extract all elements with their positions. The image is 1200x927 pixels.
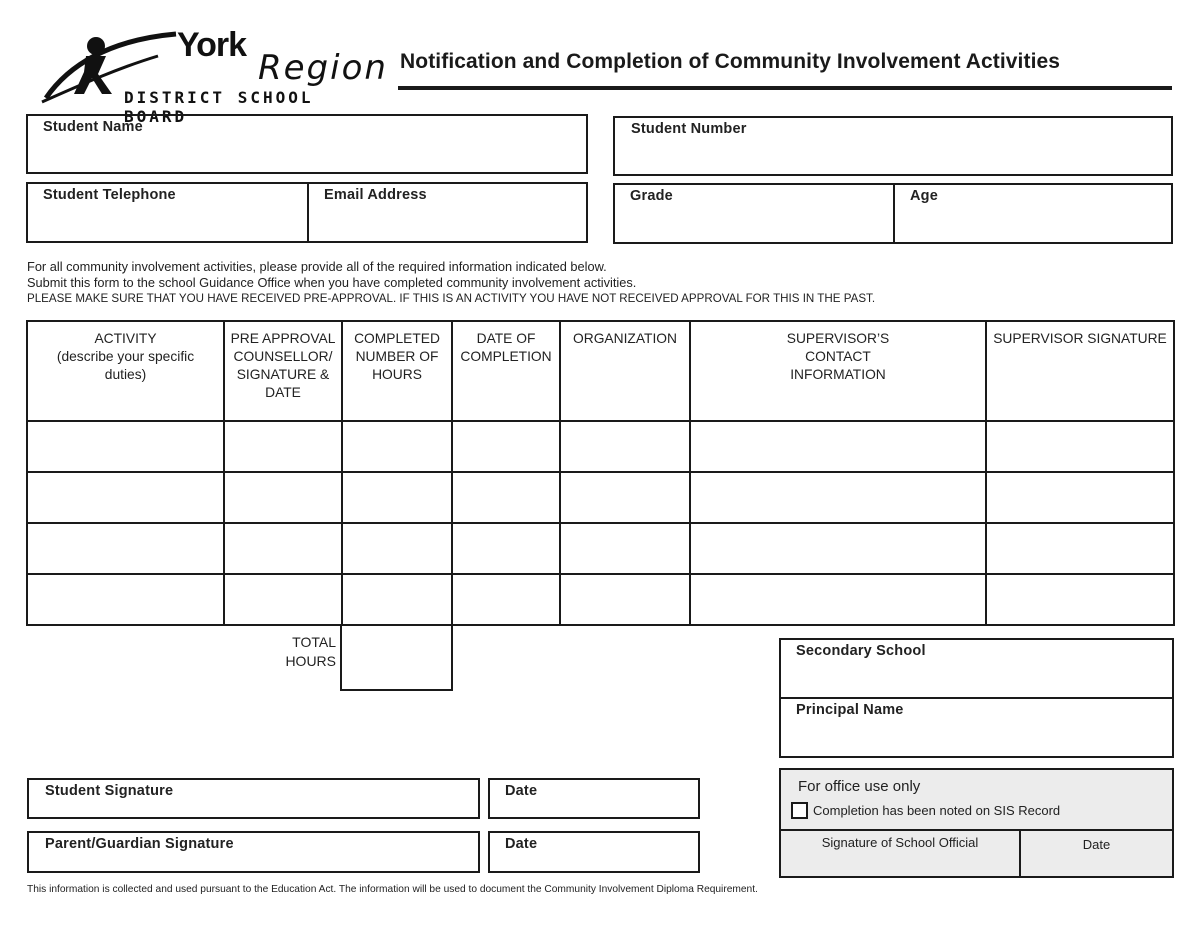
table-row xyxy=(27,472,1174,523)
office-use-title: For office use only xyxy=(798,778,921,795)
sis-record-checkbox[interactable] xyxy=(791,802,808,819)
table-cell[interactable] xyxy=(452,574,560,625)
student-signature-field[interactable] xyxy=(27,778,480,819)
date-label: Date xyxy=(505,836,538,852)
table-cell[interactable] xyxy=(690,574,986,625)
table-cell[interactable] xyxy=(560,523,690,574)
table-cell[interactable] xyxy=(452,523,560,574)
table-row xyxy=(27,574,1174,625)
date-label: Date xyxy=(505,783,538,799)
header-line: DATE xyxy=(265,385,301,400)
title-underline xyxy=(398,86,1172,90)
table-cell[interactable] xyxy=(986,523,1174,574)
table-header-row xyxy=(27,321,1174,421)
table-cell[interactable] xyxy=(27,574,224,625)
table-cell[interactable] xyxy=(27,472,224,523)
instruction-line: Submit this form to the school Guidance Office when you have completed community involvement activities. xyxy=(27,275,637,290)
header-line: PRE APPROVAL xyxy=(230,331,336,346)
table-cell[interactable] xyxy=(342,574,452,625)
header-line: HOURS xyxy=(372,367,422,382)
principal-name-label: Principal Name xyxy=(796,702,904,718)
table-cell[interactable] xyxy=(27,421,224,472)
table-cell[interactable] xyxy=(560,472,690,523)
table-cell[interactable] xyxy=(560,421,690,472)
header-line: SIGNATURE & xyxy=(236,367,330,382)
york-region-logo xyxy=(38,26,388,126)
age-field[interactable] xyxy=(893,183,1173,244)
parent-signature-field[interactable] xyxy=(27,831,480,873)
table-cell[interactable] xyxy=(986,472,1174,523)
table-cell[interactable] xyxy=(560,574,690,625)
table-cell[interactable] xyxy=(342,523,452,574)
table-cell[interactable] xyxy=(452,472,560,523)
logo-york-text: York xyxy=(177,26,247,64)
table-cell[interactable] xyxy=(224,574,342,625)
total-label-line: HOURS xyxy=(285,653,336,669)
table-cell[interactable] xyxy=(986,421,1174,472)
col-header-activity xyxy=(27,321,224,421)
email-address-field[interactable] xyxy=(307,182,588,243)
office-date-label: Date xyxy=(1082,837,1111,852)
secondary-school-label: Secondary School xyxy=(796,643,926,659)
table-row xyxy=(27,523,1174,574)
header-line: COMPLETION xyxy=(460,349,552,364)
grade-label: Grade xyxy=(630,188,673,204)
table-cell[interactable] xyxy=(690,523,986,574)
activity-table xyxy=(26,320,1175,626)
header-line: CONTACT xyxy=(805,349,871,364)
parent-date-field[interactable] xyxy=(488,831,700,873)
form-title: Notification and Completion of Community Involvement Activities xyxy=(400,50,1061,73)
table-cell[interactable] xyxy=(224,421,342,472)
student-name-label: Student Name xyxy=(43,119,143,135)
sis-record-label: Completion has been noted on SIS Record xyxy=(813,803,1061,818)
header-line: INFORMATION xyxy=(790,367,886,382)
header-line: COMPLETED xyxy=(354,331,440,346)
col-header-organization xyxy=(560,321,690,421)
email-address-label: Email Address xyxy=(324,187,427,203)
header-line: SUPERVISOR’S xyxy=(786,331,890,346)
header-line: duties) xyxy=(104,367,147,382)
table-row xyxy=(27,421,1174,472)
student-number-label: Student Number xyxy=(631,121,747,137)
header-line: NUMBER OF xyxy=(355,349,439,364)
table-cell[interactable] xyxy=(27,523,224,574)
grade-field[interactable] xyxy=(613,183,893,244)
table-cell[interactable] xyxy=(342,472,452,523)
table-cell[interactable] xyxy=(690,472,986,523)
table-cell[interactable] xyxy=(986,574,1174,625)
footer-note: This information is collected and used pursuant to the Education Act. The information will be used to document the Community Involvement Diploma Requirement. xyxy=(27,884,758,895)
col-header-supervisor-signature xyxy=(986,321,1174,421)
logo-board-text: DISTRICT SCHOOL BOARD xyxy=(124,88,314,126)
header-line: DATE OF xyxy=(476,331,536,346)
col-header-completed-hours xyxy=(342,321,452,421)
total-label-line: TOTAL xyxy=(292,634,336,650)
header-line: COUNSELLOR/ xyxy=(233,349,333,364)
student-number-field[interactable] xyxy=(613,116,1173,176)
principal-name-field[interactable] xyxy=(779,697,1174,758)
parent-signature-label: Parent/Guardian Signature xyxy=(45,836,234,852)
col-header-pre-approval xyxy=(224,321,342,421)
student-telephone-label: Student Telephone xyxy=(43,187,176,203)
total-hours-field[interactable] xyxy=(340,624,453,691)
student-date-field[interactable] xyxy=(488,778,700,819)
office-use-box xyxy=(779,768,1174,878)
header-line: (describe your specific xyxy=(56,349,195,364)
table-cell[interactable] xyxy=(224,472,342,523)
header-line: ACTIVITY xyxy=(94,331,157,346)
table-cell[interactable] xyxy=(452,421,560,472)
col-header-supervisor-contact xyxy=(690,321,986,421)
total-hours-label xyxy=(262,633,336,671)
school-official-signature-field[interactable] xyxy=(781,831,1021,876)
office-signature-row xyxy=(781,829,1172,876)
secondary-school-field[interactable] xyxy=(779,638,1174,699)
age-label: Age xyxy=(910,188,938,204)
student-signature-label: Student Signature xyxy=(45,783,174,799)
school-official-signature-label: Signature of School Official xyxy=(821,835,979,850)
table-cell[interactable] xyxy=(690,421,986,472)
student-name-field[interactable] xyxy=(26,114,588,174)
student-telephone-field[interactable] xyxy=(26,182,307,243)
table-cell[interactable] xyxy=(342,421,452,472)
logo-region-text: Region xyxy=(258,48,388,88)
table-cell[interactable] xyxy=(224,523,342,574)
instructions xyxy=(27,259,875,307)
col-header-date-completion xyxy=(452,321,560,421)
instruction-line: For all community involvement activities, please provide all of the required information indicated below. xyxy=(27,259,607,274)
instruction-line: PLEASE MAKE SURE THAT YOU HAVE RECEIVED PRE-APPROVAL. IF THIS IS AN ACTIVITY YOU HAVE NOT RECEIVED APPROVAL FOR THIS IN THE PAST. xyxy=(27,292,876,305)
header-line: SUPERVISOR SIGNATURE xyxy=(993,331,1167,346)
header-line: ORGANIZATION xyxy=(573,331,677,346)
office-date-field[interactable] xyxy=(1021,831,1172,876)
